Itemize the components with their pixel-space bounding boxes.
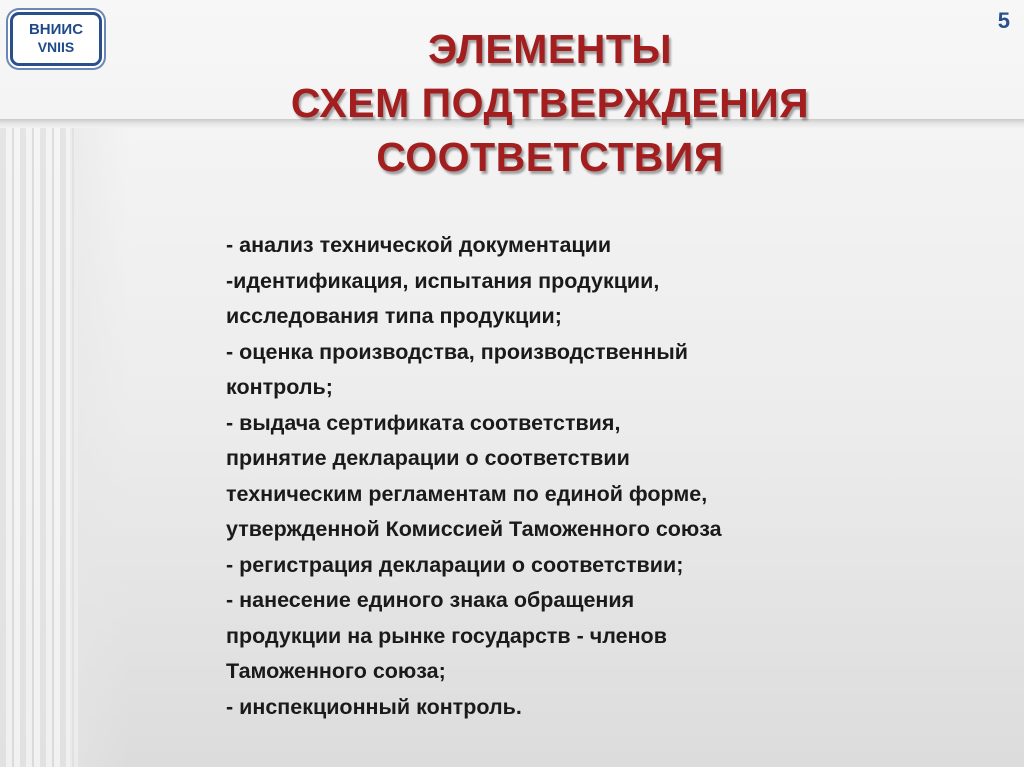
body-line: - регистрация декларации о соответствии; [226, 552, 684, 577]
body-line: контроль; [226, 375, 333, 399]
body-line: - инспекционный контроль. [226, 694, 522, 719]
body-text [226, 228, 926, 725]
slide-title [150, 22, 950, 184]
decorative-stripes-fade [70, 120, 130, 767]
body-line: - анализ технической документации [226, 233, 612, 257]
body-line: утвержденной Комиссией Таможенного союза [226, 517, 722, 541]
body-line: -идентификация, испытания продукции, [226, 268, 660, 293]
title-line-2: СХЕМ ПОДТВЕРЖДЕНИЯ [290, 80, 810, 126]
vniis-logo [10, 12, 102, 66]
body-line: Таможенного союза; [226, 659, 446, 683]
body-line: - нанесение единого знака обращения [226, 588, 635, 612]
body-line: - выдача сертификата соответствия, [226, 410, 621, 435]
page-number: 5 [997, 8, 1010, 33]
body-line: техническим регламентам по единой форме, [226, 481, 708, 506]
title-line-3: СООТВЕТСТВИЯ [376, 134, 724, 180]
logo-text-cyrillic: ВНИИС [28, 21, 84, 38]
body-line: исследования типа продукции; [226, 304, 562, 328]
logo-text-latin: VNIIS [37, 39, 75, 55]
decorative-stripes [0, 120, 78, 767]
body-line: - оценка производства, производственный [226, 339, 688, 364]
body-line: продукции на рынке государств - членов [226, 623, 667, 648]
body-line: принятие декларации о соответствии [226, 446, 630, 470]
title-line-1: ЭЛЕМЕНТЫ [427, 26, 672, 72]
